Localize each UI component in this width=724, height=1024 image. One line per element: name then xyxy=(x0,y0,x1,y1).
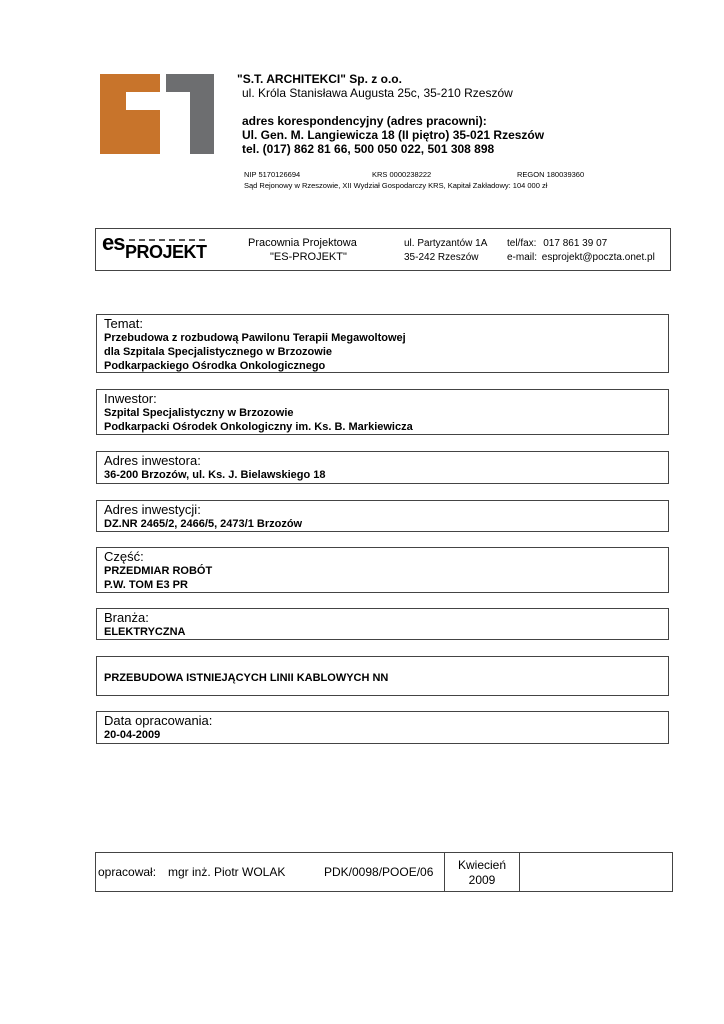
data-label: Data opracowania: xyxy=(104,713,213,728)
company-logo xyxy=(100,74,214,154)
zakres-value: PRZEBUDOWA ISTNIEJĄCYCH LINII KABLOWYCH NN xyxy=(104,672,389,684)
tel-label: tel/fax: xyxy=(507,238,537,249)
section-data xyxy=(96,711,669,744)
czesc-line: PRZEDMIAR ROBÓT xyxy=(104,565,213,577)
section-czesc xyxy=(96,547,669,593)
logo-es-text: es xyxy=(102,230,125,255)
office-tel xyxy=(507,238,607,249)
author-label: opracował: xyxy=(98,865,157,879)
tel-value: 017 861 39 07 xyxy=(543,238,608,249)
temat-label: Temat: xyxy=(104,316,144,331)
section-adres-inwestora xyxy=(96,451,669,484)
czesc-label: Część: xyxy=(104,549,144,564)
temat-line: Przebudowa z rozbudową Pawilonu Terapii Megawoltowej xyxy=(104,332,406,344)
company-phones: tel. (017) 862 81 66, 500 050 022, 501 308 898 xyxy=(242,142,495,156)
data-value: 20-04-2009 xyxy=(104,729,161,741)
es-projekt-logo xyxy=(102,230,207,264)
section-adres-inwestycji xyxy=(96,500,669,532)
inwestor-label: Inwestor: xyxy=(104,391,157,406)
office-box xyxy=(95,228,671,271)
adres-inwestycji-value: DZ.NR 2465/2, 2466/5, 2473/1 Brzozów xyxy=(104,518,303,530)
adres-inwestycji-label: Adres inwestycji: xyxy=(104,502,201,517)
temat-line: Podkarpackiego Ośrodka Onkologicznego xyxy=(104,360,326,372)
correspondence-heading: adres korespondencyjny (adres pracowni): xyxy=(242,114,487,128)
email-label: e-mail: xyxy=(507,252,538,263)
branza-label: Branża: xyxy=(104,610,149,625)
czesc-line: P.W. TOM E3 PR xyxy=(104,579,188,591)
court-registration: Sąd Rejonowy w Rzeszowie, XII Wydział Gospodarczy KRS, Kapitał Zakładowy: 104 000 zł xyxy=(244,181,548,190)
company-address: ul. Króla Stanisława Augusta 25c, 35-210 Rzeszów xyxy=(242,86,513,100)
office-street: ul. Partyzantów 1A xyxy=(404,238,488,249)
office-line1: Pracownia Projektowa xyxy=(248,237,357,249)
footer-divider xyxy=(519,853,520,891)
date-month: Kwiecień xyxy=(457,858,507,872)
temat-line: dla Szpitala Specjalistycznego w Brzozowie xyxy=(104,346,333,358)
adres-inwestora-label: Adres inwestora: xyxy=(104,453,201,468)
inwestor-line: Podkarpacki Ośrodek Onkologiczny im. Ks. B. Markiewicza xyxy=(104,421,413,433)
correspondence-address: Ul. Gen. M. Langiewicza 18 (II piętro) 35-021 Rzeszów xyxy=(242,128,545,142)
email-value: esprojekt@poczta.onet.pl xyxy=(541,252,655,263)
office-city: 35-242 Rzeszów xyxy=(404,252,479,263)
krs: KRS 0000238222 xyxy=(372,170,432,179)
document-number: PDK/0098/POOE/06 xyxy=(324,865,434,879)
footer-table xyxy=(95,852,673,892)
logo-projekt-text: PROJEKT xyxy=(125,242,207,262)
section-zakres xyxy=(96,656,669,696)
section-temat xyxy=(96,314,669,373)
office-email xyxy=(507,252,655,263)
nip: NIP 5170126694 xyxy=(244,170,301,179)
date-year: 2009 xyxy=(468,873,496,887)
regon: REGON 180039360 xyxy=(517,170,585,179)
section-inwestor xyxy=(96,389,669,435)
branza-value: ELEKTRYCZNA xyxy=(104,626,186,638)
office-line2: "ES-PROJEKT" xyxy=(270,251,347,263)
adres-inwestora-value: 36-200 Brzozów, ul. Ks. J. Bielawskiego 18 xyxy=(104,469,326,481)
section-branza xyxy=(96,608,669,640)
logo-dash-line xyxy=(129,239,205,241)
author-name: mgr inż. Piotr WOLAK xyxy=(168,865,286,879)
company-name: "S.T. ARCHITEKCI" Sp. z o.o. xyxy=(237,72,402,86)
inwestor-line: Szpital Specjalistyczny w Brzozowie xyxy=(104,407,294,419)
